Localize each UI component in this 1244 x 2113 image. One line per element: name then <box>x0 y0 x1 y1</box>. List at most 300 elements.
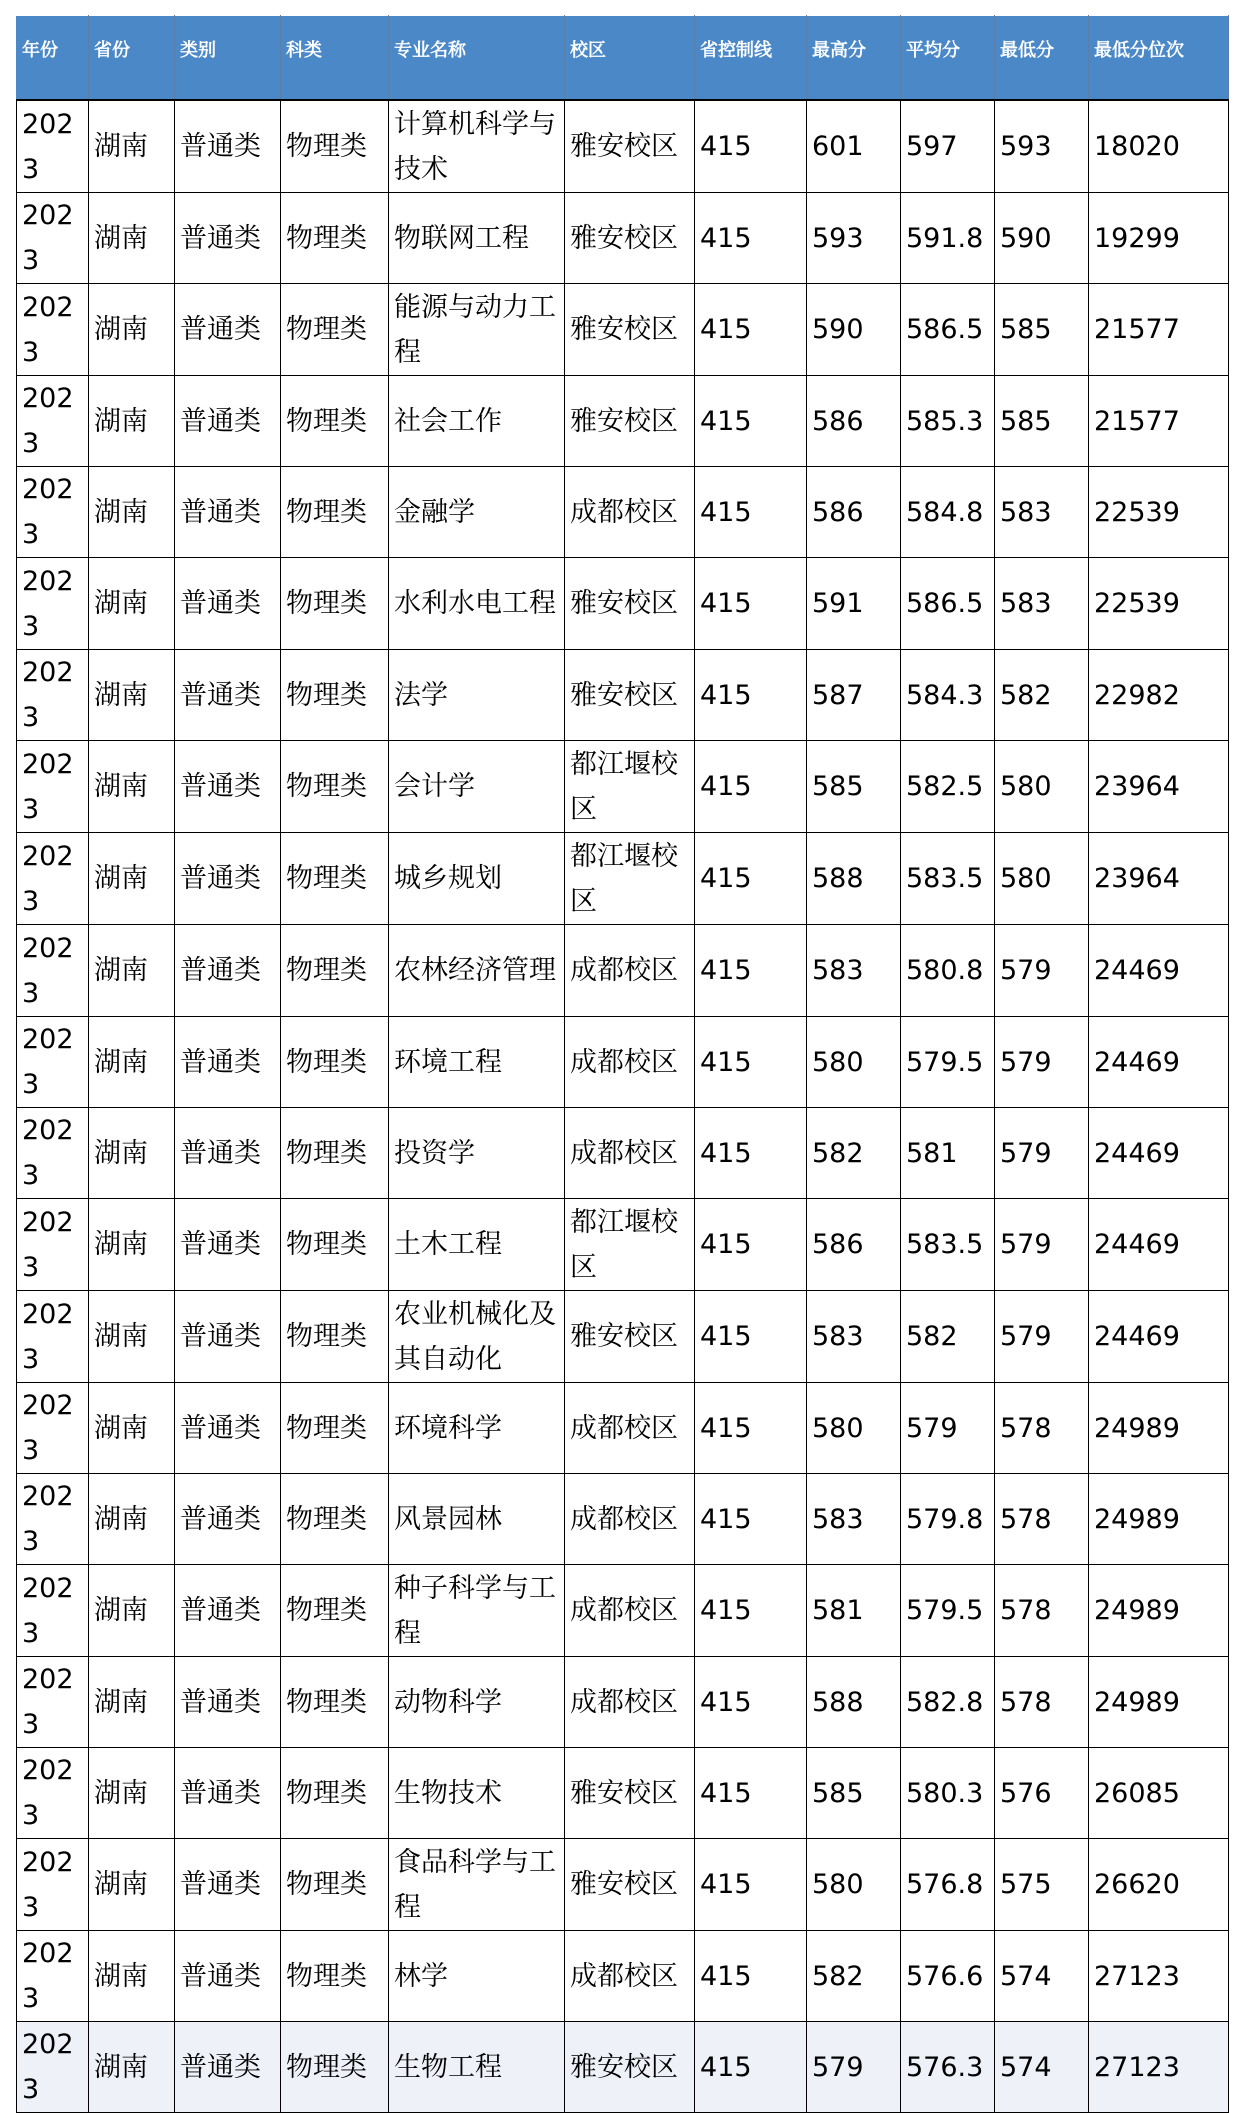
cell-major <box>389 1565 565 1657</box>
cell-min-score <box>995 1017 1089 1108</box>
cell-subject <box>281 1383 389 1474</box>
cell-year-text: 2023 <box>22 748 74 825</box>
cell-campus-text: 成都校区 <box>570 1960 678 1992</box>
cell-min-score <box>995 650 1089 741</box>
cell-avg-score <box>901 467 995 558</box>
cell-campus <box>565 558 695 650</box>
cell-year-text: 2023 <box>22 840 74 917</box>
cell-province <box>89 1748 175 1839</box>
cell-province-text: 湖南 <box>94 1229 148 1260</box>
cell-year-text: 2023 <box>22 1115 74 1191</box>
cell-max-score-text: 586 <box>812 496 864 528</box>
cell-control-line-text: 415 <box>700 588 752 619</box>
cell-control-line <box>695 1383 807 1474</box>
cell-subject <box>281 1931 389 2022</box>
cell-avg-score-text: 579.8 <box>906 1503 984 1535</box>
cell-subject-text: 物理类 <box>286 496 367 528</box>
cell-major <box>389 1383 565 1474</box>
cell-min-rank-text: 27123 <box>1094 2051 1180 2083</box>
cell-province-text: 湖南 <box>94 1686 148 1718</box>
cell-province-text: 湖南 <box>94 1960 148 1992</box>
cell-min-rank-text: 24469 <box>1094 1046 1180 1078</box>
cell-control-line-text: 415 <box>700 1046 752 1078</box>
cell-campus <box>565 1931 695 2022</box>
cell-control-line <box>695 193 807 284</box>
cell-avg-score-text: 579.5 <box>906 1046 984 1078</box>
cell-category-text: 普通类 <box>180 496 261 528</box>
cell-year-text: 2023 <box>22 200 74 276</box>
cell-year <box>17 284 89 376</box>
cell-category-text: 普通类 <box>180 1869 261 1900</box>
cell-category <box>175 1839 281 1931</box>
cell-subject <box>281 1839 389 1931</box>
header-province: 省份 <box>89 16 175 101</box>
table-row <box>17 467 1229 558</box>
table-row <box>17 1748 1229 1839</box>
cell-max-score <box>807 1474 901 1565</box>
table-row <box>17 1839 1229 1931</box>
cell-avg-score <box>901 1839 995 1931</box>
cell-year <box>17 1657 89 1748</box>
cell-control-line-text: 415 <box>700 1412 752 1444</box>
cell-major <box>389 1108 565 1199</box>
cell-control-line-text: 415 <box>700 405 752 437</box>
cell-province <box>89 650 175 741</box>
cell-max-score-text: 580 <box>812 1046 864 1078</box>
cell-min-score-text: 579 <box>1000 1137 1052 1169</box>
cell-min-rank-text: 22982 <box>1094 679 1180 711</box>
table-row <box>17 741 1229 833</box>
cell-category-text: 普通类 <box>180 1777 261 1809</box>
cell-major <box>389 1474 565 1565</box>
cell-control-line <box>695 376 807 467</box>
cell-campus <box>565 925 695 1017</box>
cell-category <box>175 1474 281 1565</box>
cell-avg-score-text: 586.5 <box>906 588 984 619</box>
table-body <box>17 100 1229 2113</box>
cell-min-score-text: 578 <box>1000 1686 1052 1718</box>
cell-min-score <box>995 741 1089 833</box>
cell-year <box>17 650 89 741</box>
cell-category <box>175 1931 281 2022</box>
table-row <box>17 1017 1229 1108</box>
cell-major-text: 种子科学与工程 <box>394 1572 556 1649</box>
cell-subject-text: 物理类 <box>286 1412 367 1444</box>
cell-major-text: 社会工作 <box>394 405 502 437</box>
cell-avg-score <box>901 1474 995 1565</box>
cell-min-rank <box>1089 1474 1229 1565</box>
cell-campus-text: 成都校区 <box>570 1412 678 1444</box>
cell-major <box>389 376 565 467</box>
cell-year <box>17 1748 89 1839</box>
cell-min-score-text: 585 <box>1000 405 1052 437</box>
table-row <box>17 1565 1229 1657</box>
cell-max-score <box>807 467 901 558</box>
cell-major <box>389 741 565 833</box>
cell-year <box>17 1565 89 1657</box>
cell-subject-text: 物理类 <box>286 405 367 437</box>
cell-campus <box>565 1474 695 1565</box>
cell-category <box>175 1748 281 1839</box>
cell-subject-text: 物理类 <box>286 222 367 254</box>
table-row <box>17 284 1229 376</box>
cell-min-rank <box>1089 1748 1229 1839</box>
cell-campus-text: 雅安校区 <box>570 405 678 437</box>
header-control-line: 省控制线 <box>695 16 807 101</box>
cell-year-text: 2023 <box>22 1846 74 1923</box>
cell-category <box>175 833 281 925</box>
cell-max-score <box>807 1291 901 1383</box>
cell-max-score <box>807 1199 901 1291</box>
cell-avg-score-text: 576.8 <box>906 1869 984 1900</box>
cell-major-text: 投资学 <box>394 1137 475 1169</box>
cell-min-score <box>995 1291 1089 1383</box>
cell-control-line <box>695 650 807 741</box>
cell-avg-score <box>901 1657 995 1748</box>
cell-year-text: 2023 <box>22 1024 74 1100</box>
cell-max-score <box>807 193 901 284</box>
cell-control-line-text: 415 <box>700 955 752 986</box>
cell-province-text: 湖南 <box>94 863 148 894</box>
cell-control-line <box>695 1017 807 1108</box>
cell-campus-text: 雅安校区 <box>570 1777 678 1809</box>
cell-min-rank <box>1089 833 1229 925</box>
cell-major-text: 动物科学 <box>394 1686 502 1718</box>
cell-max-score <box>807 100 901 193</box>
cell-campus-text: 成都校区 <box>570 1595 678 1626</box>
cell-max-score <box>807 558 901 650</box>
cell-major <box>389 1199 565 1291</box>
cell-year <box>17 467 89 558</box>
cell-min-rank-text: 24989 <box>1094 1595 1180 1626</box>
cell-max-score-text: 601 <box>812 131 864 162</box>
cell-max-score-text: 588 <box>812 1686 864 1718</box>
cell-campus <box>565 193 695 284</box>
cell-avg-score <box>901 1108 995 1199</box>
cell-min-rank-text: 18020 <box>1094 131 1180 162</box>
cell-campus <box>565 284 695 376</box>
cell-min-rank-text: 24469 <box>1094 1321 1180 1352</box>
cell-major-text: 会计学 <box>394 771 475 802</box>
cell-category <box>175 1657 281 1748</box>
cell-category <box>175 741 281 833</box>
cell-min-rank <box>1089 284 1229 376</box>
cell-campus <box>565 1108 695 1199</box>
cell-min-rank-text: 27123 <box>1094 1960 1180 1992</box>
cell-subject <box>281 833 389 925</box>
cell-avg-score <box>901 193 995 284</box>
cell-campus <box>565 1017 695 1108</box>
cell-campus-text: 都江堰校区 <box>570 1206 678 1283</box>
cell-campus-text: 雅安校区 <box>570 131 678 162</box>
cell-subject-text: 物理类 <box>286 679 367 711</box>
cell-min-score <box>995 467 1089 558</box>
cell-avg-score <box>901 2022 995 2113</box>
cell-campus <box>565 1657 695 1748</box>
cell-major-text: 风景园林 <box>394 1503 502 1535</box>
cell-control-line <box>695 1657 807 1748</box>
cell-province-text: 湖南 <box>94 2051 148 2083</box>
cell-min-score <box>995 100 1089 193</box>
cell-subject-text: 物理类 <box>286 1960 367 1992</box>
cell-min-rank-text: 23964 <box>1094 863 1180 894</box>
cell-subject <box>281 1199 389 1291</box>
cell-min-rank <box>1089 1657 1229 1748</box>
cell-control-line <box>695 1565 807 1657</box>
table-row <box>17 833 1229 925</box>
cell-min-rank-text: 21577 <box>1094 405 1180 437</box>
cell-major <box>389 1931 565 2022</box>
cell-min-score-text: 576 <box>1000 1777 1052 1809</box>
cell-min-score <box>995 925 1089 1017</box>
cell-max-score <box>807 376 901 467</box>
cell-major-text: 食品科学与工程 <box>394 1846 556 1923</box>
cell-subject-text: 物理类 <box>286 1777 367 1809</box>
cell-major <box>389 193 565 284</box>
cell-province-text: 湖南 <box>94 771 148 802</box>
cell-subject-text: 物理类 <box>286 1686 367 1718</box>
cell-min-score-text: 580 <box>1000 771 1052 802</box>
header-row <box>17 16 1229 101</box>
cell-year-text: 2023 <box>22 1755 74 1831</box>
cell-campus <box>565 1291 695 1383</box>
cell-min-rank-text: 26620 <box>1094 1869 1180 1900</box>
cell-category <box>175 2022 281 2113</box>
cell-year-text: 2023 <box>22 291 74 368</box>
cell-avg-score-text: 584.3 <box>906 679 984 711</box>
cell-province-text: 湖南 <box>94 955 148 986</box>
cell-province-text: 湖南 <box>94 1046 148 1078</box>
cell-year <box>17 1383 89 1474</box>
table-row <box>17 2022 1229 2113</box>
cell-max-score-text: 582 <box>812 1960 864 1992</box>
table-row <box>17 1931 1229 2022</box>
cell-control-line <box>695 100 807 193</box>
cell-control-line-text: 415 <box>700 496 752 528</box>
cell-min-rank <box>1089 467 1229 558</box>
cell-min-score-text: 583 <box>1000 496 1052 528</box>
cell-campus-text: 都江堰校区 <box>570 748 678 825</box>
cell-min-rank <box>1089 1199 1229 1291</box>
cell-control-line <box>695 1839 807 1931</box>
cell-control-line-text: 415 <box>700 863 752 894</box>
cell-control-line <box>695 1474 807 1565</box>
cell-control-line-text: 415 <box>700 1321 752 1352</box>
cell-min-rank-text: 21577 <box>1094 314 1180 345</box>
cell-campus <box>565 376 695 467</box>
cell-category <box>175 467 281 558</box>
cell-min-score <box>995 833 1089 925</box>
cell-major-text: 农林经济管理 <box>394 955 556 986</box>
header-major: 专业名称 <box>389 16 565 101</box>
cell-max-score-text: 579 <box>812 2051 864 2083</box>
cell-year <box>17 1199 89 1291</box>
cell-max-score-text: 591 <box>812 588 864 619</box>
table-row <box>17 1199 1229 1291</box>
cell-year <box>17 1839 89 1931</box>
cell-subject <box>281 1565 389 1657</box>
table-row <box>17 1474 1229 1565</box>
cell-avg-score <box>901 376 995 467</box>
cell-min-rank <box>1089 100 1229 193</box>
header-category: 类别 <box>175 16 281 101</box>
cell-major-text: 能源与动力工程 <box>394 291 556 368</box>
cell-avg-score-text: 586.5 <box>906 314 984 345</box>
cell-avg-score <box>901 284 995 376</box>
cell-control-line <box>695 925 807 1017</box>
cell-control-line <box>695 1931 807 2022</box>
cell-category <box>175 1291 281 1383</box>
cell-avg-score-text: 576.6 <box>906 1960 984 1992</box>
cell-min-score <box>995 1199 1089 1291</box>
cell-province-text: 湖南 <box>94 1503 148 1535</box>
cell-min-rank <box>1089 1931 1229 2022</box>
cell-campus-text: 雅安校区 <box>570 1321 678 1352</box>
cell-province <box>89 1474 175 1565</box>
cell-max-score <box>807 741 901 833</box>
cell-min-score-text: 574 <box>1000 2051 1052 2083</box>
cell-control-line-text: 415 <box>700 1229 752 1260</box>
cell-max-score <box>807 1565 901 1657</box>
cell-min-score <box>995 2022 1089 2113</box>
cell-major-text: 环境科学 <box>394 1412 502 1444</box>
cell-avg-score-text: 579 <box>906 1412 958 1444</box>
cell-avg-score-text: 591.8 <box>906 222 984 254</box>
cell-campus-text: 成都校区 <box>570 496 678 528</box>
cell-category-text: 普通类 <box>180 1046 261 1078</box>
cell-campus-text: 成都校区 <box>570 1503 678 1535</box>
cell-category-text: 普通类 <box>180 679 261 711</box>
cell-category <box>175 1017 281 1108</box>
cell-control-line <box>695 741 807 833</box>
cell-min-score <box>995 1565 1089 1657</box>
cell-subject-text: 物理类 <box>286 771 367 802</box>
table-row <box>17 376 1229 467</box>
cell-major-text: 金融学 <box>394 496 475 528</box>
cell-control-line <box>695 1199 807 1291</box>
cell-major <box>389 1748 565 1839</box>
cell-avg-score-text: 580.3 <box>906 1777 984 1809</box>
cell-min-rank-text: 24989 <box>1094 1686 1180 1718</box>
cell-major <box>389 925 565 1017</box>
table-row <box>17 558 1229 650</box>
cell-province <box>89 925 175 1017</box>
cell-province <box>89 1839 175 1931</box>
cell-max-score-text: 582 <box>812 1137 864 1169</box>
cell-year <box>17 193 89 284</box>
cell-min-rank <box>1089 650 1229 741</box>
cell-min-score-text: 579 <box>1000 1229 1052 1260</box>
cell-avg-score <box>901 1291 995 1383</box>
cell-min-rank <box>1089 1839 1229 1931</box>
table-row <box>17 650 1229 741</box>
cell-campus-text: 成都校区 <box>570 955 678 986</box>
cell-min-score-text: 585 <box>1000 314 1052 345</box>
cell-min-score-text: 579 <box>1000 955 1052 986</box>
cell-min-score <box>995 1748 1089 1839</box>
cell-campus <box>565 741 695 833</box>
cell-subject-text: 物理类 <box>286 2051 367 2083</box>
cell-min-rank-text: 19299 <box>1094 222 1180 254</box>
admission-scores-table <box>16 15 1229 2113</box>
cell-campus <box>565 1839 695 1931</box>
cell-province <box>89 1383 175 1474</box>
cell-province-text: 湖南 <box>94 1412 148 1444</box>
cell-control-line <box>695 558 807 650</box>
cell-control-line <box>695 1108 807 1199</box>
cell-year-text: 2023 <box>22 1481 74 1557</box>
cell-campus-text: 成都校区 <box>570 1686 678 1718</box>
cell-subject-text: 物理类 <box>286 1046 367 1078</box>
cell-campus-text: 雅安校区 <box>570 588 678 619</box>
cell-max-score-text: 588 <box>812 863 864 894</box>
cell-year-text: 2023 <box>22 1390 74 1466</box>
cell-major-text: 物联网工程 <box>394 222 529 254</box>
cell-min-rank-text: 24469 <box>1094 955 1180 986</box>
cell-province-text: 湖南 <box>94 131 148 162</box>
cell-subject-text: 物理类 <box>286 1503 367 1535</box>
cell-year-text: 2023 <box>22 657 74 733</box>
cell-min-rank <box>1089 2022 1229 2113</box>
cell-campus-text: 成都校区 <box>570 1046 678 1078</box>
cell-max-score <box>807 1017 901 1108</box>
table-row <box>17 100 1229 193</box>
cell-campus <box>565 1383 695 1474</box>
cell-province-text: 湖南 <box>94 222 148 254</box>
cell-avg-score <box>901 833 995 925</box>
cell-province-text: 湖南 <box>94 588 148 619</box>
cell-max-score <box>807 1383 901 1474</box>
cell-min-score-text: 580 <box>1000 863 1052 894</box>
cell-province <box>89 1657 175 1748</box>
cell-avg-score-text: 581 <box>906 1137 958 1169</box>
cell-min-score-text: 578 <box>1000 1595 1052 1626</box>
cell-min-score <box>995 284 1089 376</box>
cell-avg-score-text: 582.5 <box>906 771 984 802</box>
cell-max-score <box>807 833 901 925</box>
cell-max-score <box>807 1748 901 1839</box>
cell-province-text: 湖南 <box>94 679 148 711</box>
cell-major-text: 生物技术 <box>394 1777 502 1809</box>
cell-min-score-text: 579 <box>1000 1321 1052 1352</box>
cell-min-score <box>995 1931 1089 2022</box>
cell-avg-score <box>901 1017 995 1108</box>
cell-max-score-text: 583 <box>812 1503 864 1535</box>
cell-subject <box>281 1748 389 1839</box>
cell-avg-score <box>901 1931 995 2022</box>
cell-major-text: 土木工程 <box>394 1229 502 1260</box>
cell-avg-score <box>901 100 995 193</box>
cell-category-text: 普通类 <box>180 771 261 802</box>
cell-major-text: 城乡规划 <box>394 863 502 894</box>
cell-province-text: 湖南 <box>94 1869 148 1900</box>
cell-max-score-text: 587 <box>812 679 864 711</box>
cell-category-text: 普通类 <box>180 222 261 254</box>
cell-max-score <box>807 2022 901 2113</box>
cell-avg-score-text: 597 <box>906 131 958 162</box>
cell-control-line <box>695 2022 807 2113</box>
cell-max-score <box>807 1931 901 2022</box>
cell-min-rank-text: 22539 <box>1094 496 1180 528</box>
cell-avg-score-text: 576.3 <box>906 2051 984 2083</box>
cell-max-score-text: 581 <box>812 1595 864 1626</box>
cell-avg-score <box>901 1383 995 1474</box>
cell-min-score-text: 579 <box>1000 1046 1052 1078</box>
cell-subject-text: 物理类 <box>286 314 367 345</box>
cell-min-score-text: 578 <box>1000 1503 1052 1535</box>
cell-year-text: 2023 <box>22 565 74 642</box>
cell-year <box>17 1931 89 2022</box>
